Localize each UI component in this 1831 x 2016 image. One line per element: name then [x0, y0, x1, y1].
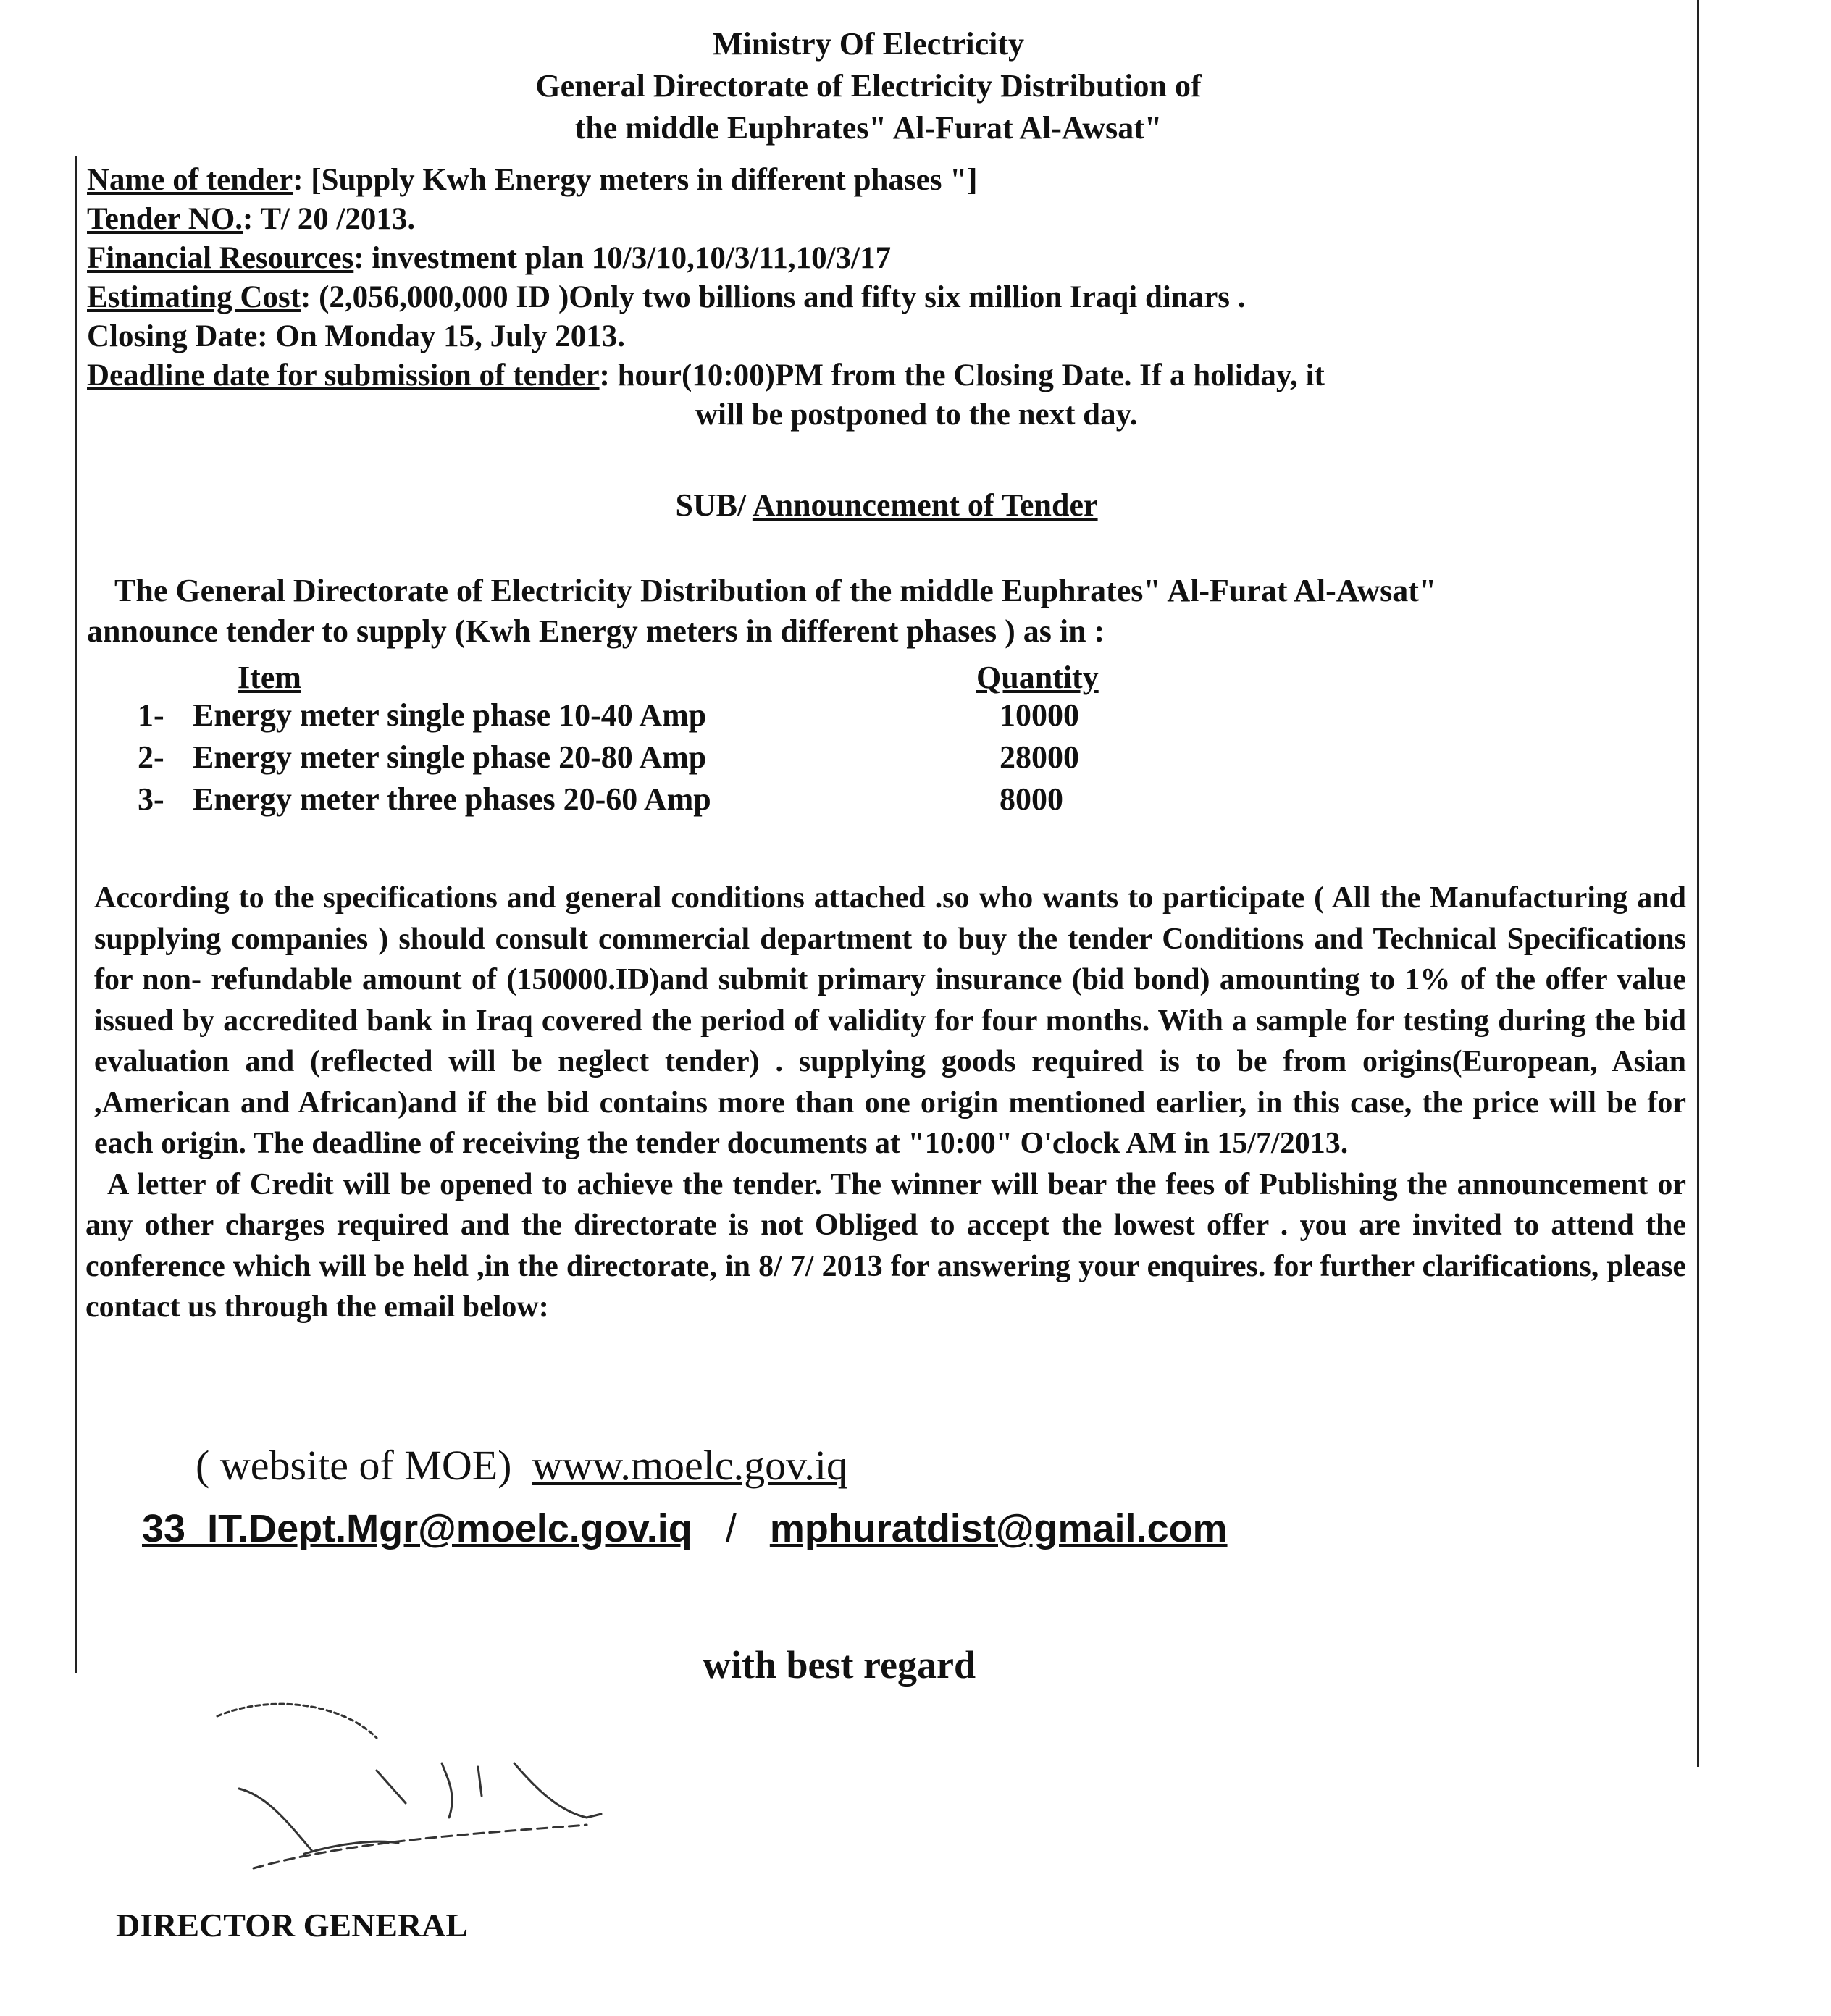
quantity-column-header: Quantity [976, 660, 1099, 695]
items-table [130, 659, 1217, 823]
tender-number-row [87, 200, 1666, 239]
estimating-cost-value: : (2,056,000,000 ID )Only two billions and fifty six million Iraqi dinars . [301, 280, 1246, 314]
email-link-secondary[interactable]: mphuratdist@gmail.com [769, 1507, 1228, 1550]
item-column-header: Item [238, 660, 301, 695]
row-number: 1- [138, 697, 164, 733]
row-description: Energy meter three phases 20-60 Amp [193, 781, 711, 817]
tender-name-row [87, 161, 1666, 200]
subject-line [0, 487, 1831, 524]
tender-details [87, 161, 1666, 434]
estimating-cost-row [87, 278, 1666, 317]
website-label: ( website of MOE) [196, 1442, 512, 1489]
email-line [142, 1506, 1228, 1551]
table-row [130, 781, 1217, 823]
intro-line-2: announce tender to supply (Kwh Energy meters in different phases ) as in : [87, 613, 1105, 649]
table-row [130, 697, 1217, 739]
row-number: 2- [138, 739, 164, 775]
left-border-line [75, 156, 77, 1673]
subject-prefix: SUB/ [675, 487, 747, 523]
right-border-line [1697, 0, 1699, 1767]
handwritten-signature [210, 1694, 717, 1883]
email-separator: / [725, 1507, 737, 1550]
financial-resources-label: Financial Resources [87, 241, 354, 275]
tender-name-value: : [Supply Kwh Energy meters in different phases "] [293, 163, 978, 197]
tender-number-label: Tender NO. [87, 202, 243, 236]
website-link[interactable]: www.moelc.gov.iq [532, 1442, 847, 1489]
row-description: Energy meter single phase 20-80 Amp [193, 739, 707, 775]
letterhead [0, 23, 1831, 149]
intro-line-1: The General Directorate of Electricity Distribution of the middle Euphrates" Al-Furat Al-Awsat" [114, 573, 1437, 608]
financial-resources-row [87, 239, 1666, 278]
deadline-value: : hour(10:00)PM from the Closing Date. If a holiday, it [599, 358, 1325, 392]
announcement-intro [87, 571, 1680, 652]
signatory-title: DIRECTOR GENERAL [116, 1907, 469, 1944]
deadline-continuation: will be postponed to the next day. [695, 398, 1138, 432]
row-number: 3- [138, 781, 164, 817]
items-table-header [130, 659, 1217, 697]
deadline-row [87, 356, 1666, 395]
email-link-primary[interactable]: 33_IT.Dept.Mgr@moelc.gov.iq [142, 1507, 692, 1550]
closing-date-row: Closing Date: On Monday 15, July 2013. [87, 319, 626, 353]
deadline-label: Deadline date for submission of tender [87, 358, 600, 392]
tender-number-value: : T/ 20 /2013. [243, 202, 416, 236]
conditions-paragraph: According to the specifications and general conditions attached .so who wants to participate ( All the Manufacturing and supplying companies ) should consult commercial department to buy the tender Conditions and Technical Specifications for non- refundable amount of (150000.ID)and submit primary insurance (bid bond) amounting to 1% of the offer value issued by accredited bank in Iraq covered the period of validity for four months. With a sample for testing during the bid evaluation and (reflected will be neglect tender) . supplying goods required is to be from origins(European, Asian ,American and African)and if the bid contains more than one origin mentioned earlier, in this case, the price will be for each origin. The deadline of receiving the tender documents at "10:00" O'clock AM in 15/7/2013. [94, 881, 1686, 1160]
subject-title: Announcement of Tender [752, 487, 1098, 523]
row-description: Energy meter single phase 10-40 Amp [193, 697, 707, 733]
tender-conditions-text [85, 878, 1686, 1328]
estimating-cost-label: Estimating Cost [87, 280, 301, 314]
row-quantity: 10000 [1000, 697, 1079, 733]
ministry-name: Ministry Of Electricity [712, 26, 1025, 62]
financial-resources-value: : investment plan 10/3/10,10/3/11,10/3/17 [353, 241, 892, 275]
table-row [130, 739, 1217, 781]
closing-regard: with best regard [703, 1643, 976, 1687]
row-quantity: 8000 [1000, 781, 1063, 817]
credit-paragraph: A letter of Credit will be opened to achieve the tender. The winner will bear the fees of Publishing the announcement or any other charges required and the directorate is not Obliged to accept the lowest offer . you are invited to attend the conference which will be held ,in the directorate, in 8/ 7/ 2013 for answering your enquires. for further clarifications, please contact us through the email below: [85, 1167, 1686, 1324]
website-line [196, 1441, 847, 1490]
tender-name-label: Name of tender [87, 163, 293, 197]
row-quantity: 28000 [1000, 739, 1079, 775]
directorate-name: General Directorate of Electricity Distribution of [535, 68, 1202, 104]
directorate-region: the middle Euphrates" Al-Furat Al-Awsat" [574, 110, 1162, 146]
